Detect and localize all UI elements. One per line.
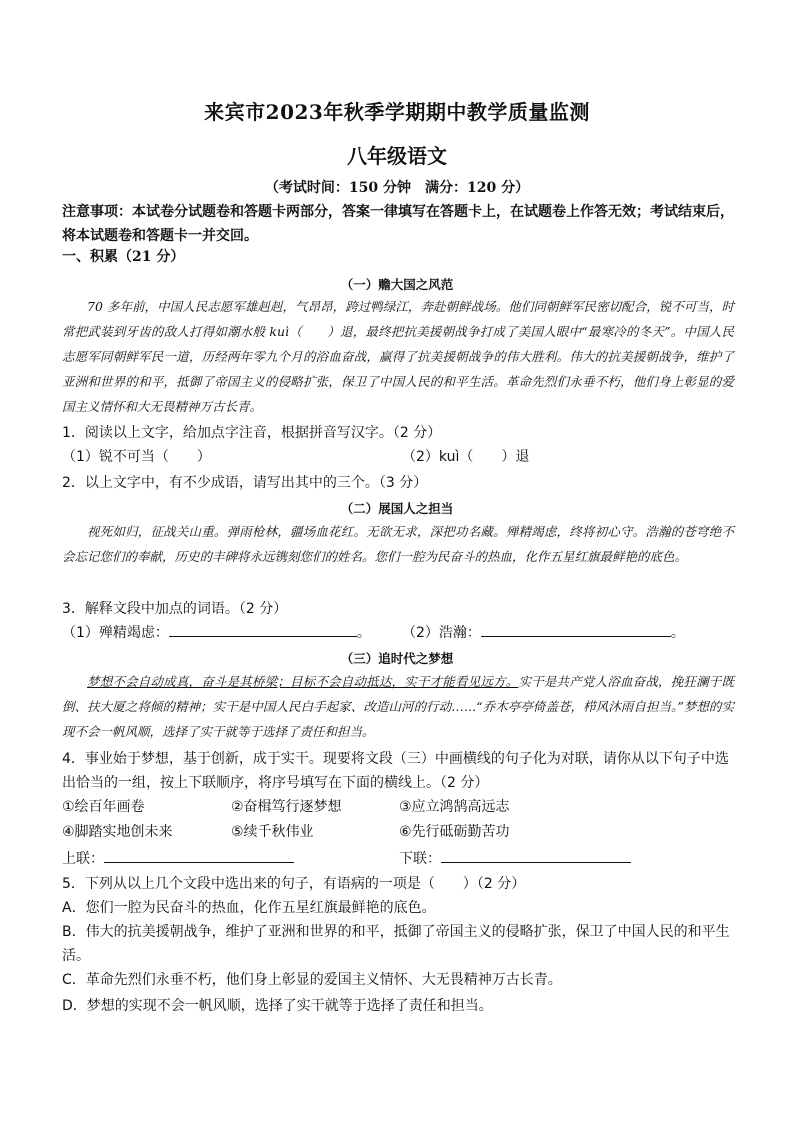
part2-title: （二）展国人之担当 xyxy=(340,501,454,516)
q3-a-label: （1）殚精竭虑： xyxy=(62,625,169,641)
q3-b xyxy=(402,622,685,642)
q4-lower xyxy=(399,848,631,868)
q1-a: （1）锐不可当（ ） xyxy=(62,449,211,465)
part3-paragraph xyxy=(62,669,734,744)
q5-option-a: A．您们一腔为民奋斗的热血，化作五星红旗最鲜艳的底色。 xyxy=(62,900,436,916)
q3-b-end: 。 xyxy=(670,625,685,641)
q4-option: ①绘百年画卷 xyxy=(62,799,145,815)
q1-answers xyxy=(62,446,734,470)
q4-lower-label: 下联： xyxy=(399,851,441,867)
part1-paragraph: 70 多年前，中国人民志愿军雄赳赳，气昂昂，跨过鸭绿江，奔赴朝鲜战场。他们同朝鲜军民密切配合，锐不可当，时常把武装到牙齿的敌人打得如潮水般 kuì（ ）退，最终把抗美援朝战争打成了美国人眼中“最寒冷的冬天”。中国人民志愿军同朝鲜军民一道，历经两年零九个月的浴血奋战，赢得了抗美援朝战争的伟大胜利。伟大的抗美援朝战争，维护了亚洲和世界的和平，抵御了帝国主义的侵略扩张，保卫了中国人民的和平生活。革命先烈们永垂不朽，他们身上彰显的爱国主义情怀和大无畏精神万古长青。 xyxy=(62,299,734,414)
q4-options-row2 xyxy=(62,821,734,845)
q4-lower-blank[interactable] xyxy=(441,848,631,863)
q4-answer-row xyxy=(62,848,734,872)
part1-title: （一）赡大国之风范 xyxy=(340,277,454,292)
q5-option-b: B．伟大的抗美援朝战争，维护了亚洲和世界的和平，抵御了帝国主义的侵略扩张，保卫了中国人民的和平生活。 xyxy=(62,924,730,964)
q3-a-blank[interactable] xyxy=(169,622,357,637)
q4-option: ⑥先行砥砺勤苦功 xyxy=(399,824,510,840)
section-title: 一、积累（21 分） xyxy=(62,249,185,265)
q4-option: ④脚踏实地创未来 xyxy=(62,824,173,840)
q3-answers xyxy=(62,622,734,646)
exam-info: （考试时间：150 分钟 满分：120 分） xyxy=(264,180,530,196)
q1-stem: 1．阅读以上文字，给加点字注音，根据拼音写汉字。（2 分） xyxy=(62,425,442,441)
part3-title: （三）追时代之梦想 xyxy=(340,651,454,666)
part3-underlined: 梦想不会自动成真，奋斗是其桥梁；目标不会自动抵达，实干才能看见远方。 xyxy=(87,674,519,689)
q4-option: ⑤续千秋伟业 xyxy=(231,824,314,840)
q3-a-end: 。 xyxy=(356,625,371,641)
q5-option-c: C．革命先烈们永垂不朽，他们身上彰显的爱国主义情怀、大无畏精神万古长青。 xyxy=(62,972,562,988)
q1-b: （2）kuì（ ）退 xyxy=(402,449,530,465)
q4-upper xyxy=(62,848,294,868)
q4-stem: 4．事业始于梦想，基于创新，成于实干。现要将文段（三）中画横线的句子化为对联，请你从以下句子中选出恰当的一组，按上下联顺序，将序号填写在下面的横线上。（2 分） xyxy=(62,751,729,791)
q4-option: ③应立鸿鹄高远志 xyxy=(399,799,510,815)
part3-rest: 实干是共产党人浴血奋战，挽狂澜于既倒、扶大厦之将倾的精神；实干是中国人民白手起家、改造山河的行动……“乔木亭亭倚盖苍，栉风沐雨自担当。”梦想的实现不会一帆风顺，选择了实干就等于选择了责任和担当。 xyxy=(62,674,734,739)
subject-title: 八年级语文 xyxy=(347,144,447,168)
part2-paragraph: 视死如归，征战关山重。弹雨枪林，疆场血花红。无欲无求，深把功名藏。殚精竭虑，终将初心守。浩瀚的苍穹绝不会忘记您们的奉献，历史的丰碑将永远镌刻您们的姓名。您们一腔为民奋斗的热血，化作五星红旗最鲜艳的底色。 xyxy=(62,524,734,564)
q4-options-row1 xyxy=(62,796,734,820)
q3-b-label: （2）浩瀚： xyxy=(402,625,481,641)
q4-upper-label: 上联： xyxy=(62,851,104,867)
q5-option-d: D．梦想的实现不会一帆风顺，选择了实干就等于选择了责任和担当。 xyxy=(62,998,493,1014)
q5-stem: 5．下列从以上几个文段中选出来的句子，有语病的一项是（ ）（2 分） xyxy=(62,876,526,892)
q4-upper-blank[interactable] xyxy=(104,848,294,863)
q2-stem: 2．以上文字中，有不少成语，请写出其中的三个。（3 分） xyxy=(62,475,428,491)
exam-notice: 注意事项：本试卷分试题卷和答题卡两部分，答案一律填写在答题卡上，在试题卷上作答无效；考试结束后，将本试题卷和答题卡一并交回。 xyxy=(62,204,734,244)
exam-title: 来宾市2023年秋季学期期中教学质量监测 xyxy=(204,100,590,124)
q4-option: ②奋楫笃行逐梦想 xyxy=(231,799,342,815)
q3-a xyxy=(62,622,371,642)
q3-b-blank[interactable] xyxy=(481,622,671,637)
q3-stem: 3．解释文段中加点的词语。（2 分） xyxy=(62,601,288,617)
